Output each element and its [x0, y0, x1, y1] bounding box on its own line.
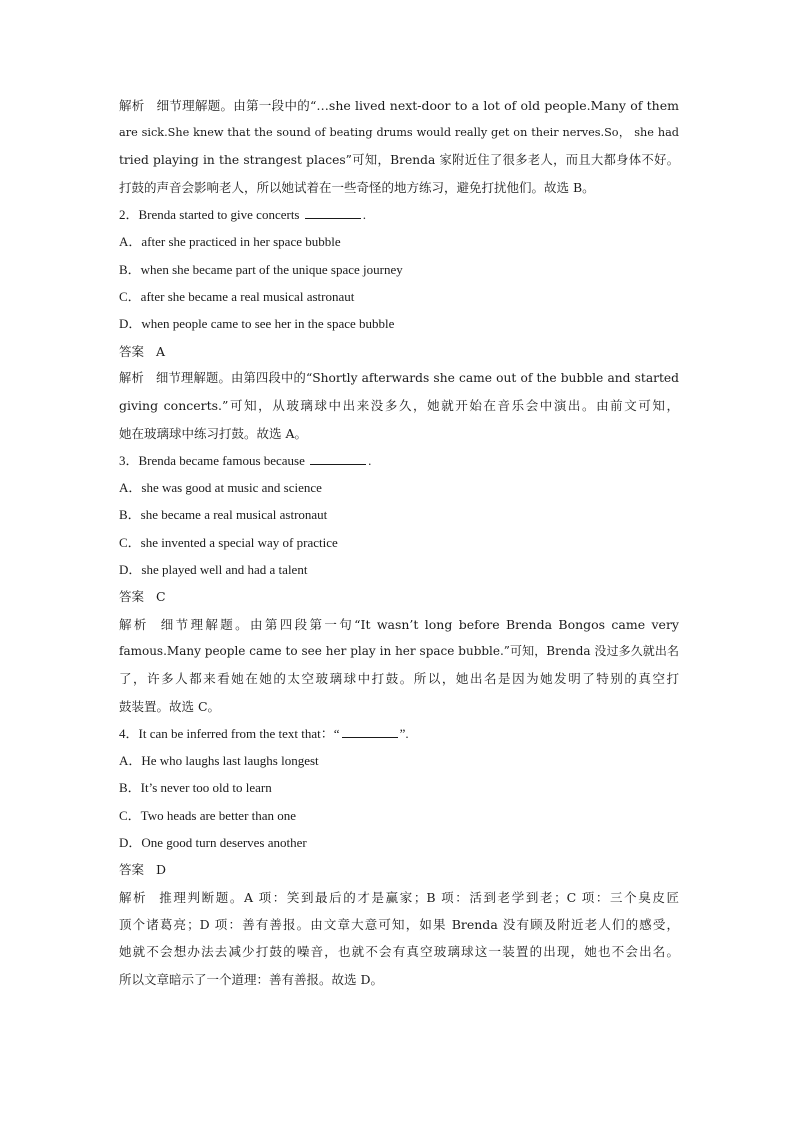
- q1-analysis-line-2: [119, 119, 679, 146]
- q4-stem-end: ”.: [399, 725, 409, 741]
- q4-analysis-line-1: [119, 884, 679, 911]
- q4-analysis-line-3: [119, 938, 679, 965]
- q3-analysis-text-3: 了，许多人都来看她在她的太空玻璃球中打鼓。所以，她出名是因为她发明了特别的真空打: [119, 671, 679, 687]
- q2-option-b: B．when she became part of the unique space journey: [119, 261, 403, 277]
- q2-option-c: C．after she became a real musical astronaut: [119, 289, 355, 305]
- q1-analysis-line-4: [119, 174, 679, 201]
- q2-stem: [119, 201, 679, 228]
- q3-analysis-line-2: [119, 638, 679, 665]
- q2-answer: [119, 338, 679, 365]
- q4-option-a: A．He who laughs last laughs longest: [119, 753, 319, 769]
- q4-analysis-text-1: 推理判断题。A 项：笑到最后的才是赢家；B 项：活到老学到老；C 项：三个臭皮匠: [159, 889, 679, 905]
- q1-analysis-text-4: 打鼓的声音会影响老人，所以她试着在一些奇怪的地方练习，避免打扰他们。故选 B。: [119, 179, 595, 195]
- q1-analysis-line-1: [119, 92, 679, 119]
- q4-stem-text: 4．It can be inferred from the text that：“: [119, 725, 340, 741]
- q4-analysis-text-4: 所以文章暗示了一个道理：善有善报。故选 D。: [119, 971, 383, 987]
- q3-option-c: C．she invented a special way of practice: [119, 534, 338, 550]
- q3-stem: [119, 447, 679, 474]
- q2-analysis-text-2: giving concerts.”可知，从玻璃球中出来没多久，她就开始在音乐会中演出。由前文可知，: [119, 398, 679, 414]
- q4-stem: [119, 720, 679, 747]
- answer-label: 答案: [119, 589, 145, 605]
- answer-label: 答案: [119, 862, 145, 878]
- q4-option-b: B．It’s never too old to learn: [119, 780, 272, 796]
- q2-analysis-line-3: [119, 420, 679, 447]
- q2-stem-end: .: [362, 207, 366, 223]
- q3-answer-value: C: [156, 589, 166, 605]
- q2-stem-text: 2．Brenda started to give concerts: [119, 207, 300, 223]
- q3-blank: [310, 453, 366, 465]
- document-page: [119, 92, 679, 993]
- q3-option-b: B．she became a real musical astronaut: [119, 507, 328, 523]
- analysis-label: 解析: [119, 616, 149, 632]
- q2-answer-value: A: [156, 343, 166, 359]
- q3-stem-end: .: [368, 452, 372, 468]
- q2-option-d: D．when people came to see her in the space bubble: [119, 316, 395, 332]
- q4-analysis-text-2: 顶个诸葛亮；D 项：善有善报。由文章大意可知，如果 Brenda 没有顾及附近老人们的感受，: [119, 916, 679, 932]
- analysis-label: 解析: [119, 889, 148, 905]
- q3-analysis-text-2: famous.Many people came to see her play in her space bubble.”可知，Brenda 没过多久就出名: [119, 643, 679, 658]
- q3-analysis-line-1: [119, 611, 679, 638]
- q4-analysis-text-3: 她就不会想办法去减少打鼓的噪音，也就不会有真空玻璃球这一装置的出现，她也不会出名。: [119, 944, 679, 960]
- q2-analysis-line-2: [119, 392, 679, 419]
- q4-answer-value: D: [156, 862, 167, 878]
- q1-analysis-line-3: [119, 147, 679, 174]
- q4-option-c: C．Two heads are better than one: [119, 807, 297, 823]
- q4-option-d: D．One good turn deserves another: [119, 835, 307, 851]
- q1-analysis-text-3: tried playing in the strangest places”可知，Brenda 家附近住了很多老人，而且大都身体不好。: [119, 152, 679, 167]
- q2-blank: [305, 207, 361, 219]
- q2-analysis-line-1: [119, 365, 679, 392]
- q3-answer: [119, 583, 679, 610]
- q3-analysis-line-3: [119, 665, 679, 692]
- q3-option-a: A．she was good at music and science: [119, 480, 322, 496]
- analysis-label: 解析: [119, 370, 144, 385]
- q3-option-d: D．she played well and had a talent: [119, 562, 308, 578]
- q4-analysis-line-4: [119, 966, 679, 993]
- q4-answer: [119, 856, 679, 883]
- q3-analysis-line-4: [119, 693, 679, 720]
- q1-analysis-text-1: 细节理解题。由第一段中的“…she lived next-door to a lot of old people.Many of them: [156, 98, 679, 113]
- q2-option-a: A．after she practiced in her space bubble: [119, 234, 341, 250]
- q1-analysis-text-2: are sick.She knew that the sound of beating drums would really get on their nerves.So， she had: [119, 126, 679, 140]
- q2-analysis-text-1: 细节理解题。由第四段中的“Shortly afterwards she came out of the bubble and started: [156, 370, 679, 385]
- q3-analysis-text-4: 鼓装置。故选 C。: [119, 698, 221, 714]
- q4-analysis-line-2: [119, 911, 679, 938]
- answer-label: 答案: [119, 343, 145, 359]
- q2-analysis-text-3: 她在玻璃球中练习打鼓。故选 A。: [119, 425, 308, 441]
- q3-stem-text: 3．Brenda became famous because: [119, 452, 305, 468]
- analysis-label: 解析: [119, 98, 145, 113]
- q4-blank: [342, 726, 398, 738]
- q3-analysis-text-1: 细节理解题。由第四段第一句“It wasn’t long before Brenda Bongos came very: [160, 616, 679, 632]
